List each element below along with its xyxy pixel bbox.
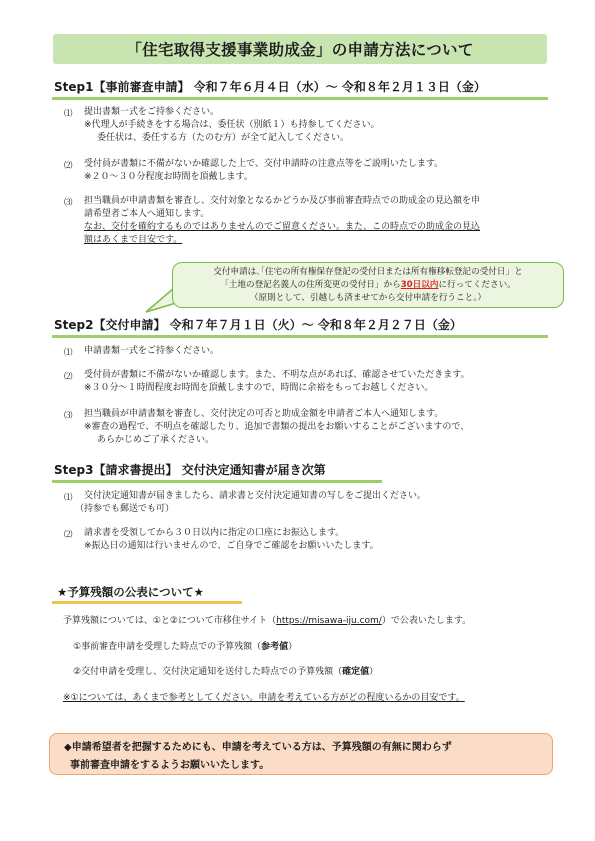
step1-item3-line3: なお、交付を確約するものではありませんのでご留意ください。また、この時点での助成金の見込	[84, 222, 481, 232]
step1-heading: Step1【事前審査申請】 令和７年６月４日（水）～ 令和８年２月１３日（金）	[54, 80, 486, 94]
step2-item2-number: ⑵	[64, 372, 73, 382]
step3-item2-line1: 請求書を受領してから３０日以内に指定の口座にお振込します。	[84, 528, 345, 538]
budget-item1	[73, 641, 297, 655]
step1-item2-line2: ※２０～３０分程度お時間を頂戴します。	[84, 172, 253, 182]
step1-item1-line3: 委任状は、委任する方（たのむ方）が全て記入してください。	[97, 133, 350, 143]
step3-item1-line1: 交付決定通知書が届きましたら、請求書と交付決定通知書の写しをご提出ください。	[84, 491, 427, 501]
step2-item2-line2: ※３０分～１時間程度お時間を頂戴しますので、時間に余裕をもってお越しください。	[84, 383, 434, 393]
step1-item3-line4: 額はあくまで目安です。	[84, 235, 183, 245]
step2-divider	[52, 335, 548, 338]
callout-line2-pre: 「土地の登記名義人の住所変更の受付日」から	[220, 280, 401, 290]
step2-item3-line2: ※審査の過程で、不明点を確認したり、追加で書類の提出をお願いすることがございますので、	[84, 422, 470, 432]
budget-item1-post: ）	[288, 642, 298, 652]
step2-item3-line1: 担当職員が申請書類を審査し、交付決定の可否と助成金額を申請者ご本人へ通知します。	[84, 409, 444, 419]
step2-heading: Step2【交付申請】 令和７年７月１日（火）～ 令和８年２月２７日（金）	[54, 318, 462, 332]
callout-box	[172, 262, 564, 308]
step1-item3-line2: 請希望者ご本人へ通知します。	[84, 209, 210, 219]
budget-intro-post: ）で公表いたします。	[381, 616, 472, 626]
page-title: 「住宅取得支援事業助成金」の申請方法について	[126, 41, 474, 59]
budget-item1-pre: ①事前審査申請を受理した時点での予算残額（	[73, 642, 262, 652]
budget-note: ※①については、あくまで参考としてください。申請を考えている方がどの程度いるかの目安です。	[63, 693, 465, 703]
step2-item1-number: ⑴	[64, 348, 73, 358]
step3-item1-number: ⑴	[64, 493, 73, 503]
budget-intro-pre: 予算残額については、①と②について市移住サイト（	[63, 616, 277, 626]
step1-item3-line1: 担当職員が申請書類を審査し、交付対象となるかどうか及び事前審査時点での助成金の見込額を申	[84, 196, 481, 206]
budget-item2	[73, 666, 378, 680]
step2-item2-line1: 受付員が書類に不備がないか確認します。また、不明な点があれば、確認させていただきます。	[84, 370, 470, 380]
callout-line2-post: に行ってください。	[438, 280, 516, 290]
step3-item2-line2: ※振込日の通知は行いませんので、ご自身でご確認をお願いいたします。	[84, 541, 379, 551]
step3-heading: Step3【請求書提出】 交付決定通知書が届き次第	[54, 463, 326, 477]
step1-item2-line1: 受付員が書類に不備がないか確認した上で、交付申請時の注意点等をご説明いたします。	[84, 159, 444, 169]
step3-item2-number: ⑵	[64, 530, 73, 540]
callout-line1: 交付申請は､｢住宅の所有権保存登記の受付日または所有権移転登記の受付日」と	[213, 267, 523, 277]
step3-divider	[52, 480, 382, 483]
callout-line2	[173, 279, 563, 292]
step2-item3-line3: あらかじめご了承ください。	[97, 435, 215, 445]
budget-item2-bold: 確定値	[342, 667, 370, 677]
step1-item1-number: ⑴	[64, 109, 73, 119]
step1-divider	[52, 97, 548, 100]
budget-intro	[63, 615, 471, 629]
budget-item2-pre: ②交付申請を受理し、交付決定通知を送付した時点での予算残額（	[73, 667, 343, 677]
final-note-line1: ◆申請希望者を把握するためにも、申請を考えている方は、予算残額の有無に関わらず	[64, 742, 452, 753]
title-banner	[53, 34, 547, 64]
budget-divider	[52, 601, 242, 604]
step1-item1-line2: ※代理人が手続きをする場合は、委任状（別紙１）も持参してください。	[84, 120, 380, 130]
callout-deadline: 30日以内	[400, 280, 439, 290]
callout-line3: （原則として、引越しも済ませてから交付申請を行うこと。）	[249, 293, 487, 303]
budget-heading: ★予算残額の公表について★	[57, 585, 204, 599]
budget-item1-bold: 参考値	[261, 642, 289, 652]
step2-item3-number: ⑶	[64, 411, 73, 421]
step2-item1-line1: 申請書類一式をご持参ください。	[84, 346, 220, 356]
misawa-iju-link[interactable]: https://misawa-iju.com/	[276, 616, 382, 626]
final-note-line2: 事前審査申請をするようお願いいたします。	[70, 760, 270, 771]
step1-item1-line1: 提出書類一式をご持参ください。	[84, 107, 220, 117]
step1-item2-number: ⑵	[64, 161, 73, 171]
step3-item1-line2: （持参でも郵送でも可）	[75, 504, 175, 514]
budget-item2-post: ）	[369, 667, 379, 677]
final-note-box	[49, 733, 553, 775]
step1-item3-number: ⑶	[64, 198, 73, 208]
